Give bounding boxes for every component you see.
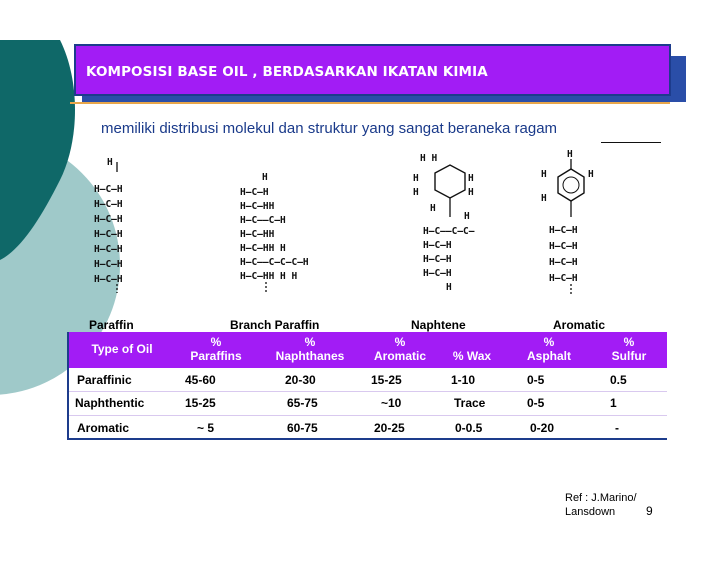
table-cell: 60-75 <box>287 421 318 435</box>
label-aromatic: Aromatic <box>553 318 606 332</box>
table-cell: 65-75 <box>287 396 318 410</box>
row-divider <box>69 391 667 392</box>
svg-text:H–C–HH H: H–C–HH H <box>240 243 286 254</box>
header-aromatic: % Aromatic <box>373 335 426 363</box>
branch-paraffin-structure <box>240 172 309 293</box>
molecule-structures <box>80 145 680 310</box>
header-asphalt: % Asphalt <box>526 335 571 363</box>
svg-text:H–C–H: H–C–H <box>94 199 123 210</box>
svg-text:H: H <box>430 203 436 214</box>
svg-text:H: H <box>588 169 594 180</box>
reference-note <box>565 491 637 519</box>
table-cell: 1 <box>610 396 617 410</box>
svg-text:H–C–H: H–C–H <box>423 268 452 279</box>
svg-text:H: H <box>413 187 419 198</box>
svg-text:H: H <box>567 149 573 160</box>
naphtene-structure <box>413 153 475 293</box>
composition-table <box>67 332 667 440</box>
svg-text:H–C–HH: H–C–HH <box>240 229 275 240</box>
svg-text:H–C–H: H–C–H <box>549 241 578 252</box>
label-naphtene: Naphtene <box>411 318 466 332</box>
svg-text:H: H <box>464 211 470 222</box>
svg-text:H–C–HH: H–C–HH <box>240 201 275 212</box>
svg-text:H: H <box>468 173 474 184</box>
label-branch-paraffin: Branch Paraffin <box>230 318 320 332</box>
svg-text:H: H <box>262 172 268 183</box>
table-cell: 0-5 <box>527 373 545 387</box>
svg-text:H–C–H: H–C–H <box>549 273 578 284</box>
svg-text:H: H <box>541 169 547 180</box>
svg-text:H–C–H: H–C–H <box>94 244 123 255</box>
table-cell: 15-25 <box>371 373 402 387</box>
slide-title: KOMPOSISI BASE OIL , BERDASARKAN IKATAN KIMIA <box>86 64 488 80</box>
svg-text:H–C–H: H–C–H <box>94 214 123 225</box>
reference-line-1: Ref : J.Marino/ <box>565 492 637 504</box>
svg-text:H–C–H: H–C–H <box>94 274 123 285</box>
svg-text:H–C–H: H–C–H <box>94 184 123 195</box>
table-cell: 20-30 <box>285 373 316 387</box>
table-cell: 1-10 <box>451 373 476 387</box>
svg-text:H: H <box>413 173 419 184</box>
table-cell: Naphthentic <box>75 396 145 410</box>
label-paraffin: Paraffin <box>89 318 134 332</box>
svg-text:H–C––C–C–C–H: H–C––C–C–C–H <box>240 257 309 268</box>
header-naphthanes: % Naphthanes <box>275 335 345 363</box>
slide-subtitle: memiliki distribusi molekul dan struktur yang sangat beraneka ragam <box>101 120 558 137</box>
table-cell: Paraffinic <box>77 373 132 387</box>
svg-text:H: H <box>446 282 452 293</box>
table-cell: 0-5 <box>527 396 545 410</box>
header-type-of-oil: Type of Oil <box>91 342 153 356</box>
svg-text:H: H <box>468 187 474 198</box>
svg-text:H H: H H <box>420 153 438 164</box>
paraffin-structure <box>94 157 123 293</box>
svg-text:H: H <box>107 157 113 168</box>
svg-text:H–C–H: H–C–H <box>549 257 578 268</box>
svg-text:H: H <box>541 193 547 204</box>
table-cell: ~ 5 <box>197 421 215 435</box>
svg-text:H–C–H: H–C–H <box>423 240 452 251</box>
svg-text:H–C–H: H–C–H <box>94 229 123 240</box>
table-cell: 20-25 <box>374 421 405 435</box>
header-wax: % Wax <box>452 349 492 363</box>
row-divider <box>69 415 667 416</box>
svg-text:H–C–H: H–C–H <box>240 187 269 198</box>
table-header <box>69 332 667 368</box>
svg-text:H–C–H: H–C–H <box>423 254 452 265</box>
table-cell: 0.5 <box>610 373 627 387</box>
title-divider <box>70 102 670 104</box>
table-cell: Trace <box>454 396 486 410</box>
table-cell: 45-60 <box>185 373 216 387</box>
page-number: 9 <box>646 504 653 518</box>
reference-line-2: Lansdown <box>565 506 616 518</box>
subtitle-underline <box>601 142 661 143</box>
svg-text:H–C–H: H–C–H <box>94 259 123 270</box>
aromatic-structure <box>541 149 594 295</box>
table-cell: 0-20 <box>530 421 555 435</box>
table-cell: ~10 <box>381 396 402 410</box>
svg-text:H–C–H: H–C–H <box>549 225 578 236</box>
header-sulfur: % Sulfur <box>611 335 647 363</box>
table-cell: 15-25 <box>185 396 216 410</box>
svg-text:H–C––C–H: H–C––C–H <box>240 215 286 226</box>
header-paraffins: % Paraffins <box>190 335 242 363</box>
table-cell: 0-0.5 <box>455 421 483 435</box>
table-cell: Aromatic <box>77 421 130 435</box>
table-cell: - <box>615 421 619 435</box>
svg-text:H–C––C–C–: H–C––C–C– <box>423 226 475 237</box>
svg-text:H–C–HH H H: H–C–HH H H <box>240 271 298 282</box>
